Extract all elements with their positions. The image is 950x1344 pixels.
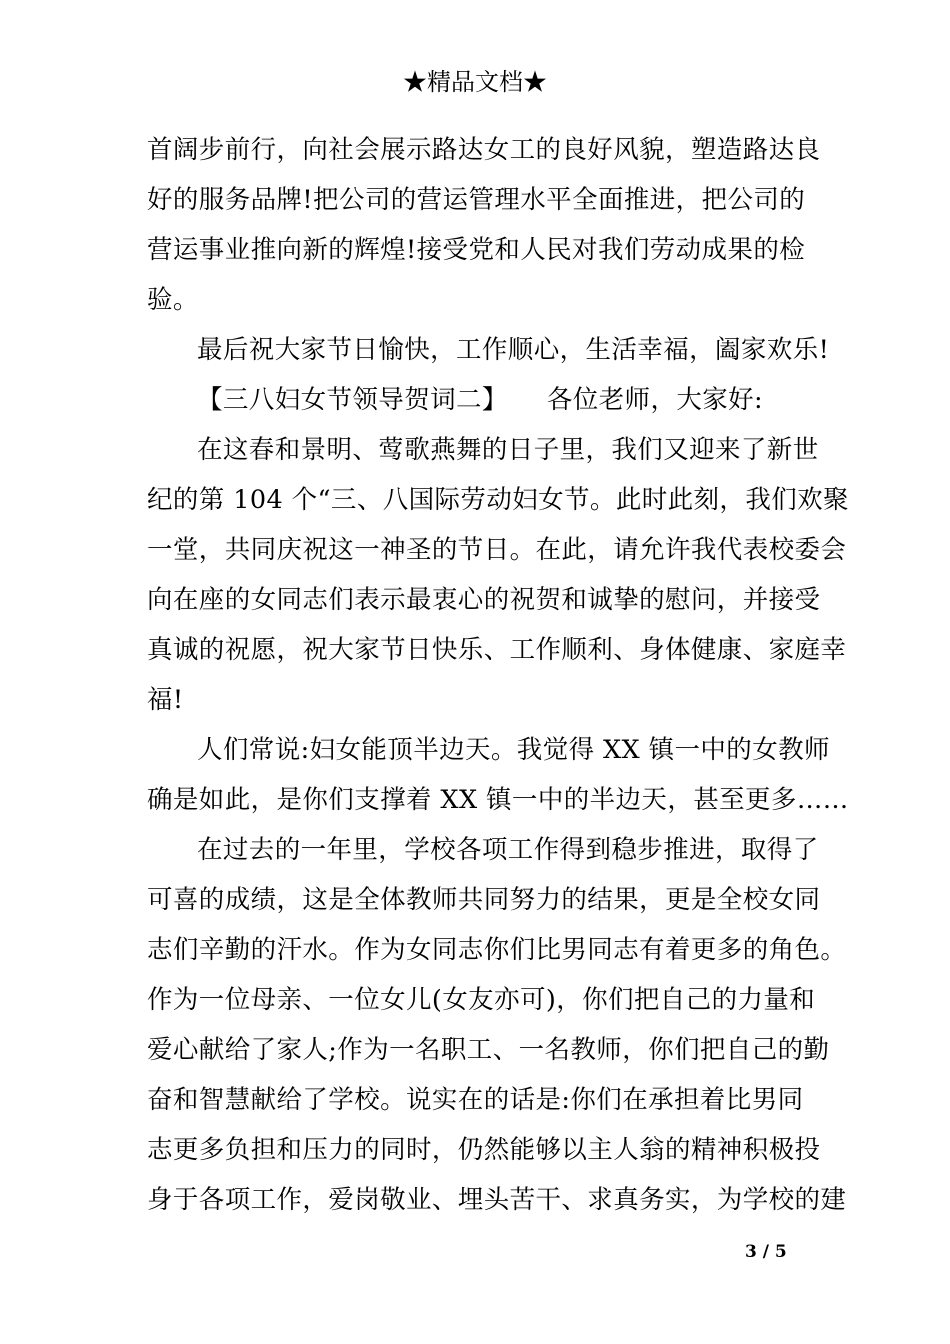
page-number-separator: / xyxy=(756,1242,775,1262)
page-number-total: 5 xyxy=(774,1242,787,1262)
page-header-title: ★精品文档★ xyxy=(403,68,547,96)
body-line-1: 首阔步前行，向社会展示路达女工的良好风貌，塑造路达良 xyxy=(147,135,821,165)
body-line-21: 志更多负担和压力的同时，仍然能够以主人翁的精神积极投 xyxy=(147,1135,821,1165)
body-line-19: 爱心献给了家人;作为一名职工、一名教师，你们把自己的勤 xyxy=(147,1035,830,1065)
body-line-18: 作为一位母亲、一位女儿(女友亦可)，你们把自己的力量和 xyxy=(147,985,816,1015)
body-line-20: 奋和智慧献给了学校。说实在的话是:你们在承担着比男同 xyxy=(147,1085,804,1115)
body-line-9: 一堂，共同庆祝这一神圣的节日。在此，请允许我代表校委会 xyxy=(147,535,847,565)
body-line-14: 确是如此，是你们支撑着 XX 镇一中的半边天，甚至更多…… xyxy=(147,785,849,815)
body-line-17: 志们辛勤的汗水。作为女同志你们比男同志有着更多的角色。 xyxy=(147,935,847,965)
section-heading-line: 【三八妇女节领导贺词二】 各位老师，大家好: xyxy=(197,385,764,415)
page-number xyxy=(745,1240,787,1264)
body-line-7: 在这春和景明、莺歌燕舞的日子里，我们又迎来了新世 xyxy=(197,435,819,465)
page-number-current: 3 xyxy=(745,1242,757,1262)
body-line-5: 最后祝大家节日愉快，工作顺心，生活幸福，阖家欢乐! xyxy=(197,335,830,365)
body-line-16: 可喜的成绩，这是全体教师共同努力的结果，更是全校女同 xyxy=(147,885,821,915)
body-line-4: 验。 xyxy=(147,285,199,315)
body-line-2: 好的服务品牌!把公司的营运管理水平全面推进，把公司的 xyxy=(147,185,806,215)
body-line-3: 营运事业推向新的辉煌!接受党和人民对我们劳动成果的检 xyxy=(147,235,806,265)
body-line-10: 向在座的女同志们表示最衷心的祝贺和诚挚的慰问，并接受 xyxy=(147,585,821,615)
body-line-11: 真诚的祝愿，祝大家节日快乐、工作顺利、身体健康、家庭幸 xyxy=(147,635,847,665)
body-line-12: 福! xyxy=(147,685,184,715)
body-line-13: 人们常说:妇女能顶半边天。我觉得 XX 镇一中的女教师 xyxy=(197,735,830,765)
body-line-8: 纪的第 104 个“三、八国际劳动妇女节。此时此刻，我们欢聚 xyxy=(147,485,849,515)
body-line-22: 身于各项工作，爱岗敬业、埋头苦干、求真务实，为学校的建 xyxy=(147,1185,847,1215)
body-line-15: 在过去的一年里，学校各项工作得到稳步推进，取得了 xyxy=(197,835,819,865)
